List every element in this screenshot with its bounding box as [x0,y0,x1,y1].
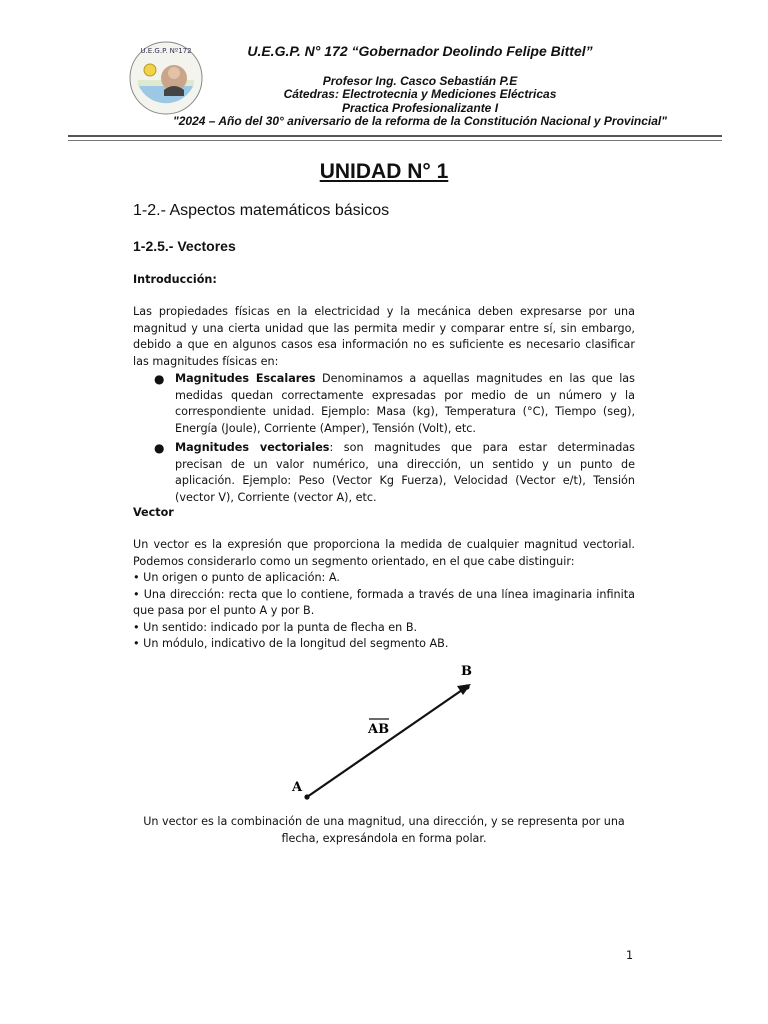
bullet-icon: ● [154,372,165,386]
vector-diagram [287,660,487,810]
definition: Denominamos a aquellas magnitudes en las que las medidas quedan correctamente expresadas por medio de un número y la correspondiente unidad. Ejemplo: Masa (kg), Temperatura (°C), Tiempo (seg), Energía (Joule), Corriente (Amper), Tensión (Volt), etc. [175,372,635,435]
term: Magnitudes Escalares [175,372,316,385]
page-number: 1 [626,949,634,962]
figure-caption: Un vector es la combinación de una magnitud, una dirección, y se representa por una flecha, expresándola en forma polar. [143,815,625,845]
header-divider [68,135,722,137]
list-item [133,371,635,437]
point-a [304,794,309,799]
label-ab: AB [368,722,390,737]
header-divider-secondary [68,140,722,141]
chairs-line: Cátedras: Electrotecnia y Mediciones Eléctricas [283,87,557,101]
label-b: B [461,664,472,679]
point-b [464,684,469,689]
svg-text:U.E.G.P. Nº172: U.E.G.P. Nº172 [140,47,192,55]
practice-line: Practica Profesionalizante I [341,101,499,115]
unit-title: UNIDAD N° 1 [319,160,449,183]
vector-label: Vector [133,506,174,519]
section-title: 1-2.- Aspectos matemáticos básicos [133,202,390,219]
intro-paragraph: Las propiedades físicas en la electricidad y la mecánica deben expresarse por una magnitud y una cierta unidad que las permita medir y comparar entre sí, sin embargo, debido a que en algunos casos esa información no es suficiente es necesario clasificar las magnitudes físicas en: [133,305,635,368]
school-name: U.E.G.P. N° 172 “Gobernador Deolindo Felipe Bittel” [247,43,593,59]
term: Magnitudes vectoriales [175,441,330,454]
definition: : son magnitudes que para estar determinadas precisan de un valor numérico, una dirección, un sentido y un punto de aplicación. Ejemplo: Peso (Vector Kg Fuerza), Velocidad (Vector e/t), Tensión (vector V), Corriente (vector A), etc. [175,441,635,504]
list-item: • Un sentido: indicado por la punta de flecha en B. [133,620,418,634]
list-item: • Un módulo, indicativo de la longitud del segmento AB. [133,637,449,650]
label-a: A [292,780,303,795]
list-item: • Una dirección: recta que lo contiene, formada a través de una línea imaginaria infinita que pasa por el punto A y por B. [133,587,635,617]
subsection-title: 1-2.5.- Vectores [133,238,236,254]
bullet-icon: ● [154,441,165,455]
list-item [133,440,635,506]
intro-label: Introducción: [133,273,217,286]
list-item: • Un origen o punto de aplicación: A. [133,571,340,584]
vector-arrow-line [307,688,465,797]
professor-name: Profesor Ing. Casco Sebastián P.E [322,74,518,88]
vector-paragraph [133,537,635,653]
vector-intro: Un vector es la expresión que proporciona la medida de cualquier magnitud vectorial. Podemos considerarlo como un segmento orientado, en el que cabe distinguir: [133,538,635,568]
year-motto: "2024 – Año del 30° aniversario de la reforma de la Constitución Nacional y Provincial" [173,114,667,128]
magnitudes-list [133,371,635,509]
